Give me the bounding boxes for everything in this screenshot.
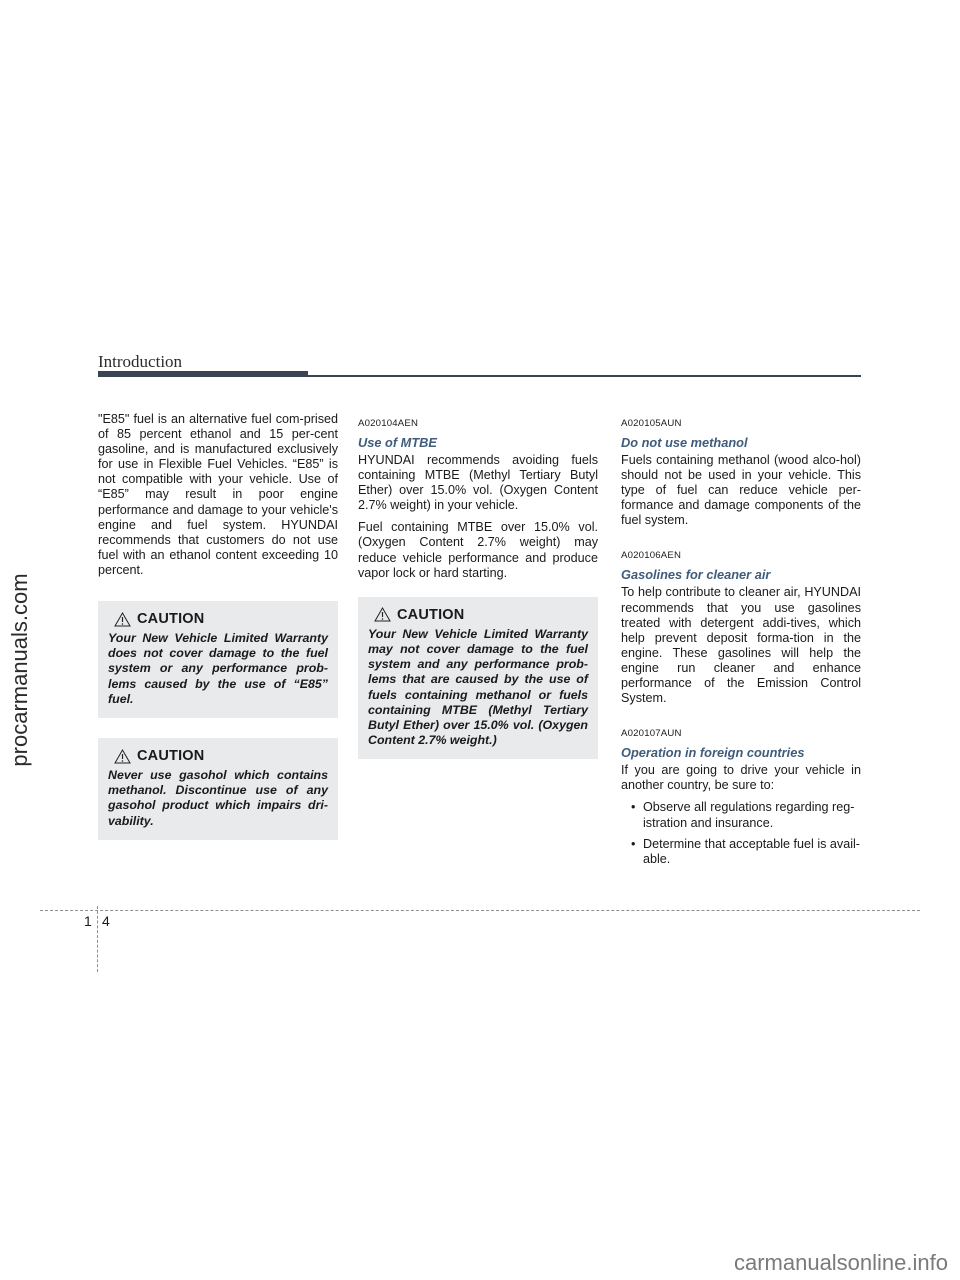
footer-divider <box>97 906 98 972</box>
caution-box-e85 <box>98 601 338 718</box>
column-1 <box>98 412 338 840</box>
caution-title: CAUTION <box>137 611 205 628</box>
list-item: • Observe all regulations regarding reg-istration and insurance. <box>631 800 855 830</box>
mtbe-paragraph-2: Fuel containing MTBE over 15.0% vol. (Oxygen Content 2.7% weight) may reduce vehicle performance and produce vapor lock or hard starting. <box>358 520 598 580</box>
caution-title: CAUTION <box>397 606 465 623</box>
caution-body: Your New Vehicle Limited Warranty may not cover damage to the fuel system and any performance prob-lems that are caused by the use of fuels containing methanol or fuels containing MTBE (Methyl Tertiary Butyl Ether) over 15.0% vol. (Oxygen Content 2.7% weight.) <box>368 626 588 748</box>
cleaner-air-paragraph: To help contribute to cleaner air, HYUNDAI recommends that you use gasolines treated with detergent addi-tives, which help prevent deposit forma-tion in the engine. These gasolines will help the engine run cleaner and enhance performance of the Emission Control System. <box>621 585 861 706</box>
side-watermark <box>0 540 40 800</box>
caution-body: Never use gasohol which contains methanol. Discontinue use of any gasohol product which impairs dri-vability. <box>108 768 328 828</box>
section-code: A020105AUN <box>621 418 682 429</box>
warning-triangle-icon <box>114 612 131 627</box>
header-rule <box>98 375 861 377</box>
list-item-text: Observe all regulations regarding reg-istration and insurance. <box>643 800 855 830</box>
caution-header <box>114 748 328 764</box>
foreign-checklist <box>621 800 861 866</box>
warning-triangle-icon <box>114 749 131 764</box>
section-heading-cleaner-air: Gasolines for cleaner air <box>621 567 771 583</box>
caution-header <box>374 607 588 623</box>
section-code: A020106AEN <box>621 550 682 562</box>
side-watermark-text: procarmanuals.com <box>7 573 32 767</box>
column-2 <box>358 412 598 759</box>
caution-box-mtbe <box>358 597 598 760</box>
list-item: • Determine that acceptable fuel is avail-able. <box>631 836 861 866</box>
methanol-paragraph: Fuels containing methanol (wood alco-hol) should not be used in your vehicle. This type of fuel can reduce vehicle per-formance and damage components of the fuel system. <box>621 453 861 528</box>
mtbe-paragraph-1: HYUNDAI recommends avoiding fuels containing MTBE (Methyl Tertiary Butyl Ether) over 15.0% vol. (Oxygen Content 2.7% weight) in your vehicle. <box>358 453 598 513</box>
caution-box-gasohol <box>98 738 338 840</box>
caution-title: CAUTION <box>137 748 205 765</box>
section-code: A020104AEN <box>358 418 419 429</box>
section-heading-methanol: Do not use methanol <box>621 435 748 450</box>
foreign-paragraph: If you are going to drive your vehicle in another country, be sure to: <box>621 763 861 793</box>
section-code: A020107AUN <box>621 728 682 740</box>
page-number: 4 <box>102 913 110 929</box>
bottom-watermark: carmanualsonline.info <box>733 1250 948 1275</box>
chapter-number: 1 <box>84 913 92 929</box>
caution-body: Your New Vehicle Limited Warranty does not cover damage to the fuel system or any performance prob-lems caused by the use of “E85” fuel. <box>108 631 328 706</box>
warning-triangle-icon <box>374 607 391 622</box>
section-title: Introduction <box>98 352 183 371</box>
caution-header <box>114 611 328 627</box>
section-heading-foreign: Operation in foreign countries <box>621 745 805 761</box>
list-item-text: Determine that acceptable fuel is avail-able. <box>643 836 861 866</box>
section-heading-mtbe: Use of MTBE <box>358 435 437 450</box>
column-3 <box>621 412 861 873</box>
e85-paragraph: "E85" fuel is an alternative fuel com-prised of 85 percent ethanol and 15 per-cent gasoline, and is manufactured exclusively for use in Flexible Fuel Vehicles. “E85” is not compatible with your vehicle. Use of “E85” may result in poor engine performance and damage to your vehicle's engine and fuel system. HYUNDAI recommends that customers do not use fuel with an ethanol content exceeding 10 percent. <box>98 412 338 577</box>
footer-rule <box>40 910 920 911</box>
